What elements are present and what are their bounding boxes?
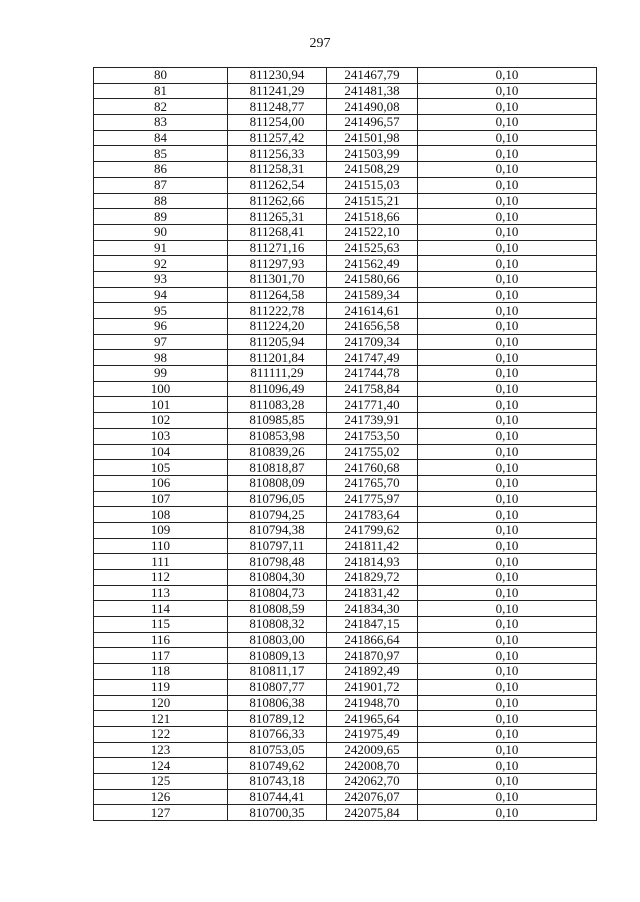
table-row (94, 397, 597, 413)
error-cell: 0,10 (418, 805, 597, 821)
y-coordinate-cell: 241901,72 (327, 679, 418, 695)
point-number-cell: 99 (94, 366, 228, 382)
y-coordinate-cell: 241515,03 (327, 177, 418, 193)
table-row (94, 193, 597, 209)
error-cell: 0,10 (418, 224, 597, 240)
error-cell: 0,10 (418, 209, 597, 225)
table-row (94, 617, 597, 633)
x-coordinate-cell: 811083,28 (228, 397, 327, 413)
point-number-cell: 98 (94, 350, 228, 366)
x-coordinate-cell: 811264,58 (228, 287, 327, 303)
point-number-cell: 123 (94, 742, 228, 758)
y-coordinate-cell: 241775,97 (327, 491, 418, 507)
x-coordinate-cell: 811256,33 (228, 146, 327, 162)
point-number-cell: 125 (94, 773, 228, 789)
table-row (94, 491, 597, 507)
point-number-cell: 107 (94, 491, 228, 507)
x-coordinate-cell: 811205,94 (228, 334, 327, 350)
error-cell: 0,10 (418, 664, 597, 680)
error-cell: 0,10 (418, 554, 597, 570)
x-coordinate-cell: 810809,13 (228, 648, 327, 664)
table-row (94, 726, 597, 742)
table-row (94, 648, 597, 664)
y-coordinate-cell: 241744,78 (327, 366, 418, 382)
y-coordinate-cell: 241831,42 (327, 585, 418, 601)
x-coordinate-cell: 811230,94 (228, 68, 327, 84)
table-row (94, 460, 597, 476)
error-cell: 0,10 (418, 507, 597, 523)
y-coordinate-cell: 241753,50 (327, 428, 418, 444)
error-cell: 0,10 (418, 711, 597, 727)
y-coordinate-cell: 241518,66 (327, 209, 418, 225)
error-cell: 0,10 (418, 177, 597, 193)
x-coordinate-cell: 810803,00 (228, 632, 327, 648)
y-coordinate-cell: 241834,30 (327, 601, 418, 617)
y-coordinate-cell: 241496,57 (327, 115, 418, 131)
table-row (94, 334, 597, 350)
x-coordinate-cell: 810804,30 (228, 570, 327, 586)
error-cell: 0,10 (418, 397, 597, 413)
point-number-cell: 126 (94, 789, 228, 805)
y-coordinate-cell: 241758,84 (327, 381, 418, 397)
point-number-cell: 112 (94, 570, 228, 586)
y-coordinate-cell: 241760,68 (327, 460, 418, 476)
x-coordinate-cell: 810743,18 (228, 773, 327, 789)
table-row (94, 350, 597, 366)
x-coordinate-cell: 811222,78 (228, 303, 327, 319)
y-coordinate-cell: 241525,63 (327, 240, 418, 256)
coordinates-table (93, 67, 597, 821)
error-cell: 0,10 (418, 334, 597, 350)
y-coordinate-cell: 241589,34 (327, 287, 418, 303)
error-cell: 0,10 (418, 585, 597, 601)
point-number-cell: 91 (94, 240, 228, 256)
x-coordinate-cell: 810808,59 (228, 601, 327, 617)
error-cell: 0,10 (418, 83, 597, 99)
error-cell: 0,10 (418, 271, 597, 287)
table-row (94, 224, 597, 240)
table-row (94, 366, 597, 382)
y-coordinate-cell: 241503,99 (327, 146, 418, 162)
y-coordinate-cell: 241771,40 (327, 397, 418, 413)
y-coordinate-cell: 241739,91 (327, 413, 418, 429)
y-coordinate-cell: 242075,84 (327, 805, 418, 821)
error-cell: 0,10 (418, 632, 597, 648)
y-coordinate-cell: 242009,65 (327, 742, 418, 758)
point-number-cell: 86 (94, 162, 228, 178)
error-cell: 0,10 (418, 491, 597, 507)
error-cell: 0,10 (418, 162, 597, 178)
x-coordinate-cell: 810789,12 (228, 711, 327, 727)
table-row (94, 162, 597, 178)
error-cell: 0,10 (418, 789, 597, 805)
y-coordinate-cell: 241799,62 (327, 522, 418, 538)
y-coordinate-cell: 241829,72 (327, 570, 418, 586)
point-number-cell: 117 (94, 648, 228, 664)
table-row (94, 695, 597, 711)
point-number-cell: 82 (94, 99, 228, 115)
y-coordinate-cell: 241765,70 (327, 475, 418, 491)
table-row (94, 428, 597, 444)
x-coordinate-cell: 810700,35 (228, 805, 327, 821)
y-coordinate-cell: 241467,79 (327, 68, 418, 84)
table-row (94, 130, 597, 146)
point-number-cell: 116 (94, 632, 228, 648)
table-row (94, 554, 597, 570)
y-coordinate-cell: 241811,42 (327, 538, 418, 554)
error-cell: 0,10 (418, 538, 597, 554)
x-coordinate-cell: 810818,87 (228, 460, 327, 476)
table-row (94, 664, 597, 680)
table-row (94, 381, 597, 397)
error-cell: 0,10 (418, 617, 597, 633)
x-coordinate-cell: 811271,16 (228, 240, 327, 256)
error-cell: 0,10 (418, 475, 597, 491)
y-coordinate-cell: 241562,49 (327, 256, 418, 272)
coordinates-table-body (94, 68, 597, 821)
y-coordinate-cell: 241580,66 (327, 271, 418, 287)
table-row (94, 522, 597, 538)
error-cell: 0,10 (418, 601, 597, 617)
x-coordinate-cell: 811201,84 (228, 350, 327, 366)
point-number-cell: 115 (94, 617, 228, 633)
point-number-cell: 120 (94, 695, 228, 711)
point-number-cell: 85 (94, 146, 228, 162)
x-coordinate-cell: 811301,70 (228, 271, 327, 287)
point-number-cell: 95 (94, 303, 228, 319)
x-coordinate-cell: 810806,38 (228, 695, 327, 711)
x-coordinate-cell: 810744,41 (228, 789, 327, 805)
error-cell: 0,10 (418, 303, 597, 319)
y-coordinate-cell: 242062,70 (327, 773, 418, 789)
x-coordinate-cell: 810807,77 (228, 679, 327, 695)
y-coordinate-cell: 241870,97 (327, 648, 418, 664)
table-row (94, 146, 597, 162)
table-row (94, 475, 597, 491)
error-cell: 0,10 (418, 193, 597, 209)
point-number-cell: 118 (94, 664, 228, 680)
table-row (94, 632, 597, 648)
error-cell: 0,10 (418, 648, 597, 664)
error-cell: 0,10 (418, 130, 597, 146)
x-coordinate-cell: 811254,00 (228, 115, 327, 131)
x-coordinate-cell: 810811,17 (228, 664, 327, 680)
table-row (94, 773, 597, 789)
error-cell: 0,10 (418, 522, 597, 538)
point-number-cell: 94 (94, 287, 228, 303)
x-coordinate-cell: 811096,49 (228, 381, 327, 397)
error-cell: 0,10 (418, 460, 597, 476)
point-number-cell: 93 (94, 271, 228, 287)
y-coordinate-cell: 241656,58 (327, 319, 418, 335)
x-coordinate-cell: 811258,31 (228, 162, 327, 178)
table-row (94, 711, 597, 727)
page-number: 297 (309, 36, 331, 51)
error-cell: 0,10 (418, 115, 597, 131)
table-row (94, 601, 597, 617)
error-cell: 0,10 (418, 695, 597, 711)
point-number-cell: 121 (94, 711, 228, 727)
error-cell: 0,10 (418, 99, 597, 115)
table-row (94, 271, 597, 287)
point-number-cell: 106 (94, 475, 228, 491)
table-row (94, 303, 597, 319)
table-row (94, 758, 597, 774)
point-number-cell: 81 (94, 83, 228, 99)
x-coordinate-cell: 810853,98 (228, 428, 327, 444)
error-cell: 0,10 (418, 413, 597, 429)
y-coordinate-cell: 242008,70 (327, 758, 418, 774)
error-cell: 0,10 (418, 726, 597, 742)
point-number-cell: 97 (94, 334, 228, 350)
y-coordinate-cell: 241866,64 (327, 632, 418, 648)
point-number-cell: 113 (94, 585, 228, 601)
error-cell: 0,10 (418, 679, 597, 695)
x-coordinate-cell: 811262,54 (228, 177, 327, 193)
x-coordinate-cell: 811257,42 (228, 130, 327, 146)
table-row (94, 68, 597, 84)
y-coordinate-cell: 241614,61 (327, 303, 418, 319)
x-coordinate-cell: 810794,38 (228, 522, 327, 538)
y-coordinate-cell: 241755,02 (327, 444, 418, 460)
point-number-cell: 111 (94, 554, 228, 570)
point-number-cell: 80 (94, 68, 228, 84)
x-coordinate-cell: 810766,33 (228, 726, 327, 742)
table-row (94, 805, 597, 821)
x-coordinate-cell: 811268,41 (228, 224, 327, 240)
error-cell: 0,10 (418, 350, 597, 366)
point-number-cell: 102 (94, 413, 228, 429)
error-cell: 0,10 (418, 773, 597, 789)
y-coordinate-cell: 241847,15 (327, 617, 418, 633)
table-row (94, 240, 597, 256)
point-number-cell: 105 (94, 460, 228, 476)
table-row (94, 319, 597, 335)
x-coordinate-cell: 810796,05 (228, 491, 327, 507)
point-number-cell: 110 (94, 538, 228, 554)
y-coordinate-cell: 241501,98 (327, 130, 418, 146)
error-cell: 0,10 (418, 444, 597, 460)
table-row (94, 99, 597, 115)
error-cell: 0,10 (418, 256, 597, 272)
point-number-cell: 119 (94, 679, 228, 695)
point-number-cell: 92 (94, 256, 228, 272)
point-number-cell: 101 (94, 397, 228, 413)
y-coordinate-cell: 241709,34 (327, 334, 418, 350)
point-number-cell: 87 (94, 177, 228, 193)
point-number-cell: 90 (94, 224, 228, 240)
error-cell: 0,10 (418, 428, 597, 444)
y-coordinate-cell: 241965,64 (327, 711, 418, 727)
y-coordinate-cell: 241814,93 (327, 554, 418, 570)
x-coordinate-cell: 811241,29 (228, 83, 327, 99)
x-coordinate-cell: 811224,20 (228, 319, 327, 335)
table-row (94, 83, 597, 99)
point-number-cell: 89 (94, 209, 228, 225)
point-number-cell: 100 (94, 381, 228, 397)
table-row (94, 570, 597, 586)
y-coordinate-cell: 241508,29 (327, 162, 418, 178)
table-row (94, 538, 597, 554)
point-number-cell: 103 (94, 428, 228, 444)
x-coordinate-cell: 811111,29 (228, 366, 327, 382)
table-row (94, 413, 597, 429)
table-row (94, 287, 597, 303)
x-coordinate-cell: 811297,93 (228, 256, 327, 272)
error-cell: 0,10 (418, 287, 597, 303)
error-cell: 0,10 (418, 570, 597, 586)
table-row (94, 585, 597, 601)
error-cell: 0,10 (418, 319, 597, 335)
x-coordinate-cell: 811248,77 (228, 99, 327, 115)
y-coordinate-cell: 242076,07 (327, 789, 418, 805)
table-row (94, 507, 597, 523)
y-coordinate-cell: 241747,49 (327, 350, 418, 366)
x-coordinate-cell: 810804,73 (228, 585, 327, 601)
x-coordinate-cell: 810794,25 (228, 507, 327, 523)
error-cell: 0,10 (418, 366, 597, 382)
point-number-cell: 108 (94, 507, 228, 523)
error-cell: 0,10 (418, 742, 597, 758)
x-coordinate-cell: 810749,62 (228, 758, 327, 774)
table-row (94, 742, 597, 758)
x-coordinate-cell: 811265,31 (228, 209, 327, 225)
y-coordinate-cell: 241783,64 (327, 507, 418, 523)
point-number-cell: 114 (94, 601, 228, 617)
error-cell: 0,10 (418, 758, 597, 774)
table-row (94, 444, 597, 460)
point-number-cell: 96 (94, 319, 228, 335)
table-row (94, 177, 597, 193)
point-number-cell: 122 (94, 726, 228, 742)
point-number-cell: 83 (94, 115, 228, 131)
point-number-cell: 127 (94, 805, 228, 821)
point-number-cell: 109 (94, 522, 228, 538)
x-coordinate-cell: 810797,11 (228, 538, 327, 554)
y-coordinate-cell: 241490,08 (327, 99, 418, 115)
x-coordinate-cell: 810808,09 (228, 475, 327, 491)
table-row (94, 256, 597, 272)
error-cell: 0,10 (418, 146, 597, 162)
point-number-cell: 88 (94, 193, 228, 209)
y-coordinate-cell: 241515,21 (327, 193, 418, 209)
y-coordinate-cell: 241481,38 (327, 83, 418, 99)
x-coordinate-cell: 810798,48 (228, 554, 327, 570)
x-coordinate-cell: 810753,05 (228, 742, 327, 758)
x-coordinate-cell: 810839,26 (228, 444, 327, 460)
table-row (94, 789, 597, 805)
table-row (94, 679, 597, 695)
error-cell: 0,10 (418, 68, 597, 84)
point-number-cell: 84 (94, 130, 228, 146)
table-row (94, 115, 597, 131)
error-cell: 0,10 (418, 381, 597, 397)
y-coordinate-cell: 241975,49 (327, 726, 418, 742)
point-number-cell: 124 (94, 758, 228, 774)
table-row (94, 209, 597, 225)
x-coordinate-cell: 810985,85 (228, 413, 327, 429)
point-number-cell: 104 (94, 444, 228, 460)
error-cell: 0,10 (418, 240, 597, 256)
x-coordinate-cell: 811262,66 (228, 193, 327, 209)
y-coordinate-cell: 241892,49 (327, 664, 418, 680)
x-coordinate-cell: 810808,32 (228, 617, 327, 633)
y-coordinate-cell: 241522,10 (327, 224, 418, 240)
y-coordinate-cell: 241948,70 (327, 695, 418, 711)
